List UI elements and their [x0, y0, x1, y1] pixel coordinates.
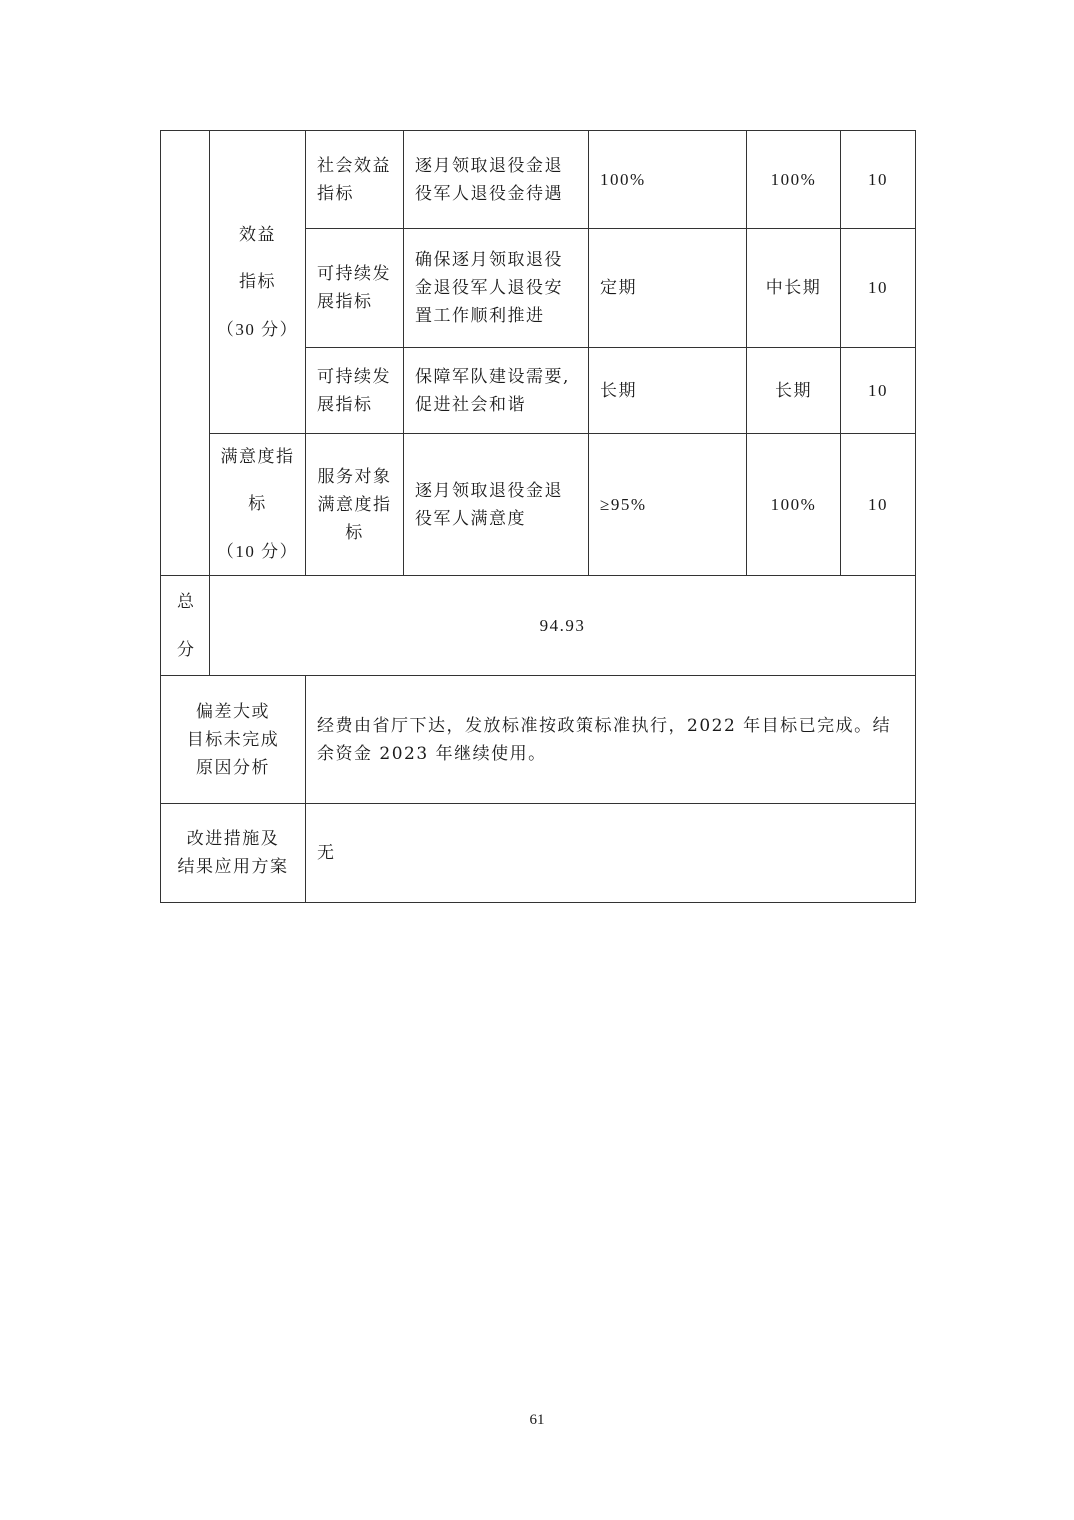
target-value-cell: ≥95%	[589, 434, 747, 576]
sub-category-cell: 可持续发 展指标	[306, 229, 404, 348]
content-cell: 确保逐月领取退役 金退役军人退役安 置工作顺利推进	[404, 229, 589, 348]
total-score-value: 94.93	[210, 576, 916, 676]
content-cell: 保障军队建设需要, 促进社会和谐	[404, 348, 589, 434]
actual-value-cell: 长期	[747, 348, 841, 434]
table-row	[161, 131, 916, 229]
content-cell: 逐月领取退役金退 役军人满意度	[404, 434, 589, 576]
deviation-text-cell: 经费由省厅下达，发放标准按政策标准执行，2022 年目标已完成。结余资金 2023 年继续使用。	[306, 676, 916, 804]
table-row	[161, 434, 916, 576]
target-value-cell: 定期	[589, 229, 747, 348]
total-row	[161, 576, 916, 676]
actual-value-cell: 中长期	[747, 229, 841, 348]
improvement-label-cell: 改进措施及 结果应用方案	[161, 804, 306, 903]
score-cell: 10	[841, 229, 916, 348]
sub-category-cell: 服务对象 满意度指 标	[306, 434, 404, 576]
actual-value-cell: 100%	[747, 434, 841, 576]
sub-category-cell: 社会效益 指标	[306, 131, 404, 229]
content-cell: 逐月领取退役金退 役军人退役金待遇	[404, 131, 589, 229]
category-benefit-cell: 效益 指标 （30 分）	[210, 131, 306, 434]
actual-value-cell: 100%	[747, 131, 841, 229]
performance-table	[160, 130, 916, 903]
score-cell: 10	[841, 348, 916, 434]
improvement-row	[161, 804, 916, 903]
total-label-cell: 总 分	[161, 576, 210, 676]
score-cell: 10	[841, 434, 916, 576]
page-number: 61	[529, 1412, 545, 1428]
deviation-label-cell: 偏差大或 目标未完成 原因分析	[161, 676, 306, 804]
score-cell: 10	[841, 131, 916, 229]
target-value-cell: 长期	[589, 348, 747, 434]
deviation-row	[161, 676, 916, 804]
sub-category-cell: 可持续发 展指标	[306, 348, 404, 434]
first-level-blank-cell	[161, 131, 210, 576]
category-satisfaction-cell: 满意度指 标 （10 分）	[210, 434, 306, 576]
improvement-text-cell: 无	[306, 804, 916, 903]
target-value-cell: 100%	[589, 131, 747, 229]
